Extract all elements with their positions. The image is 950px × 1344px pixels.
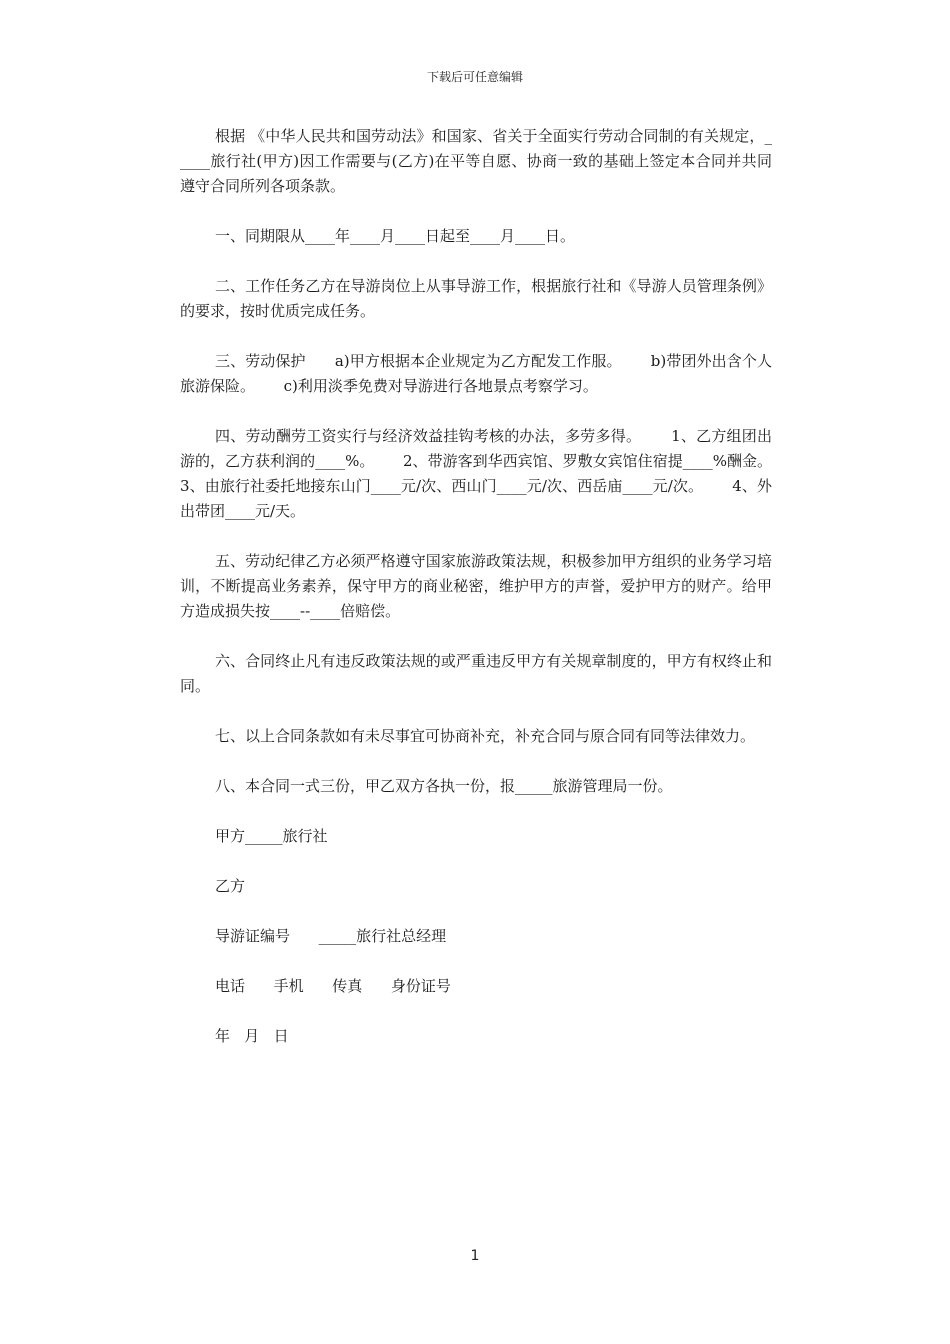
signature-date-line: 年 月 日 [215, 1027, 289, 1045]
paragraph-discipline: 五、劳动纪律乙方必须严格遵守国家旅游政策法规，积极参加甲方组织的业务学习培训，不断提高业务素养，保守甲方的商业秘密，维护甲方的声誉，爱护甲方的财产。给甲方造成损失按____--____倍赔偿。 [180, 552, 772, 620]
signature-contact-line: 电话 手机 传真 身份证号 [215, 977, 451, 995]
paragraph-protection: 三、劳动保护 a)甲方根据本企业规定为乙方配发工作服。 b)带团外出含个人旅游保险。 c)利用淡季免费对导游进行各地景点考察学习。 [180, 352, 772, 395]
signature-guide-line: 导游证编号 _____旅行社总经理 [215, 927, 447, 945]
paragraph-copies: 八、本合同一式三份，甲乙双方各执一份，报_____旅游管理局一份。 [215, 777, 673, 795]
paragraph-duties: 二、工作任务乙方在导游岗位上从事导游工作，根据旅行社和《导游人员管理条例》的要求，按时优质完成任务。 [180, 277, 772, 320]
signature-party-b: 乙方 [215, 877, 246, 895]
paragraph-termination: 六、合同终止凡有违反政策法规的或严重违反甲方有关规章制度的，甲方有权终止和同。 [180, 652, 772, 695]
paragraph-term: 一、同期限从____年____月____日起至____月____日。 [215, 227, 576, 245]
contract-body [180, 124, 801, 1074]
paragraph-remuneration: 四、劳动酬劳工资实行与经济效益挂钩考核的办法，多劳多得。 1、乙方组团出游的，乙方获利润的____%。 2、带游客到华西宾馆、罗敷女宾馆住宿提____%酬金。 3、由旅行社委托地接东山门____元/次、西山门____元/次、西岳庙____元/次。 4、外出带团____元/天。 [180, 427, 801, 520]
paragraph-preamble: 根据 《中华人民共和国劳动法》和国家、省关于全面实行劳动合同制的有关规定，_____旅行社(甲方)因工作需要与(乙方)在平等自愿、协商一致的基础上签定本合同并共同遵守合同所列各项条款。 [180, 127, 772, 195]
page-number: 1 [470, 1248, 480, 1264]
page-header: 下载后可任意编辑 [426, 70, 523, 84]
signature-party-a: 甲方_____旅行社 [215, 827, 328, 845]
paragraph-supplement: 七、以上合同条款如有未尽事宜可协商补充，补充合同与原合同有同等法律效力。 [215, 727, 756, 745]
